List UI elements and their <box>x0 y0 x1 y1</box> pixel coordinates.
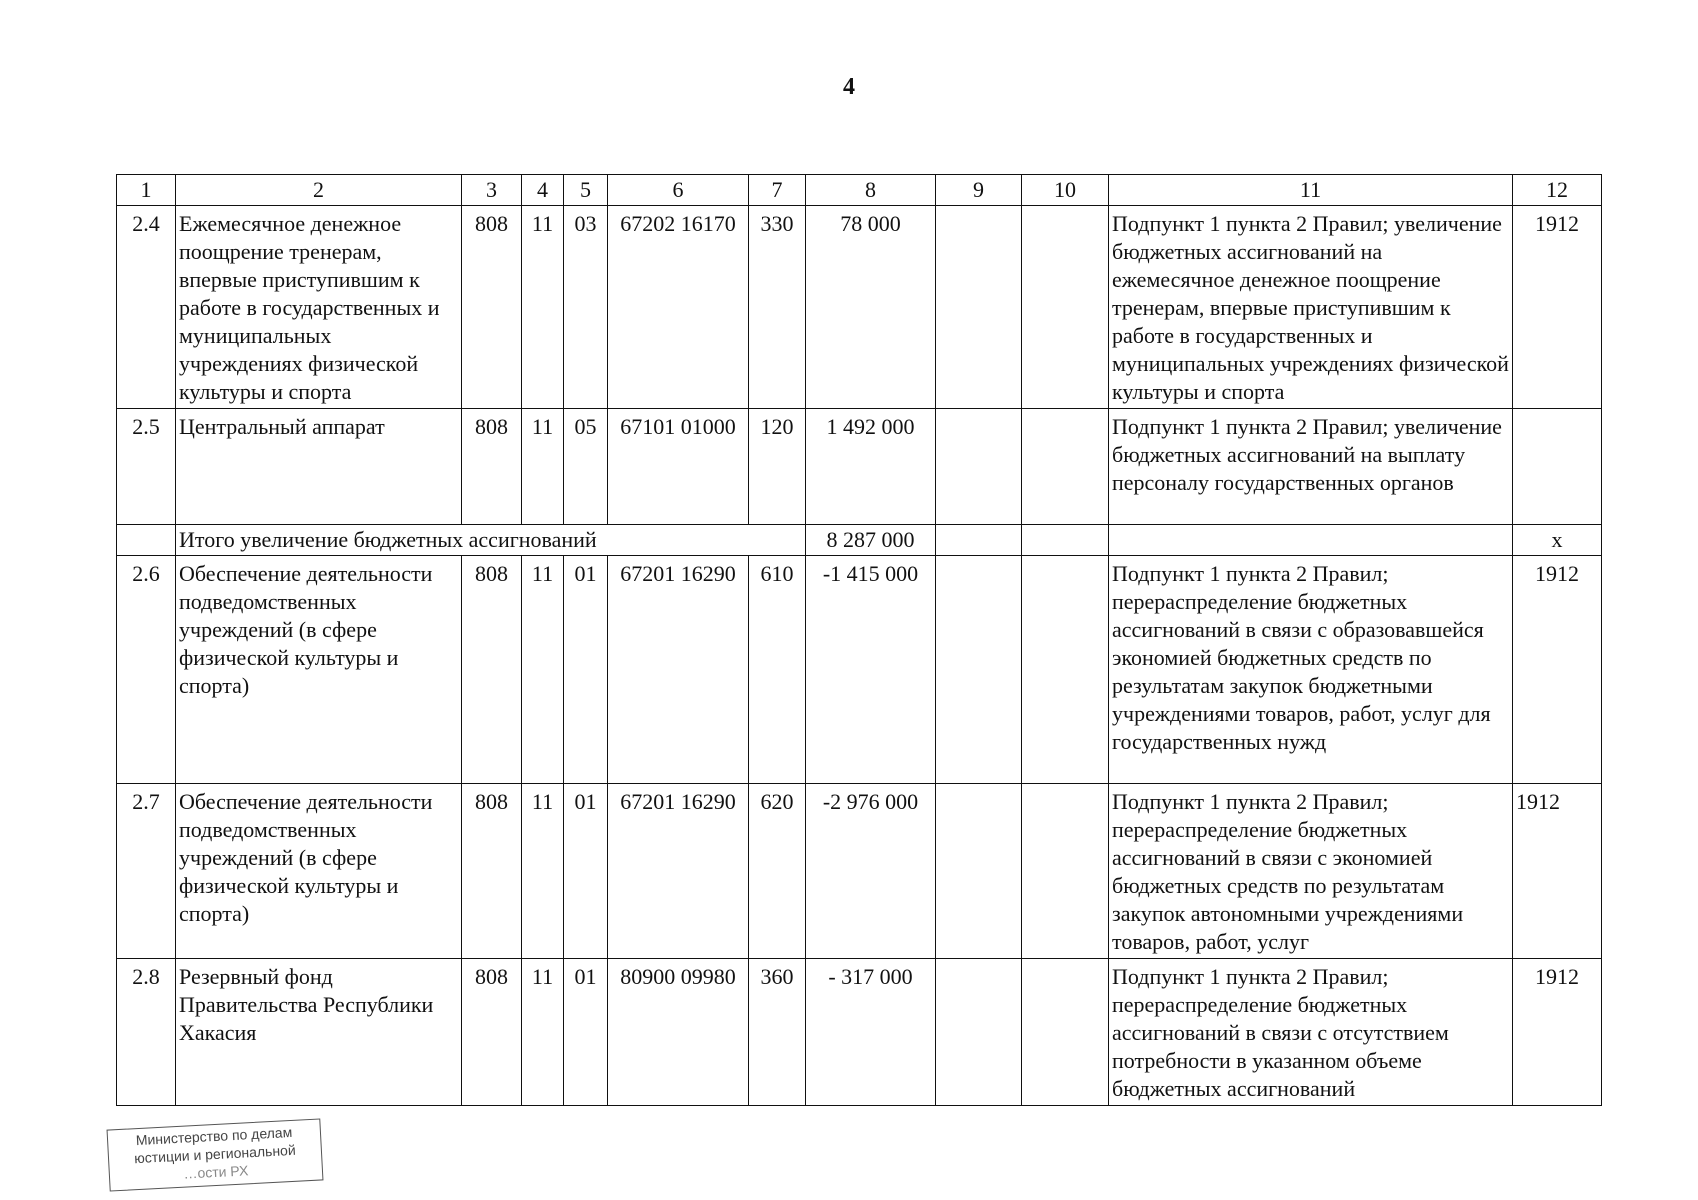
table-row <box>117 409 1602 525</box>
header-cell-3: 3 <box>462 175 522 206</box>
total-row-number-cell <box>117 525 176 556</box>
ministry-code-cell: 808 <box>462 409 522 525</box>
header-cell-6: 6 <box>608 175 749 206</box>
column-10-cell <box>1022 206 1109 409</box>
total-basis-cell <box>1109 525 1513 556</box>
expense-type-code-cell: 120 <box>749 409 806 525</box>
expense-type-code-cell: 610 <box>749 556 806 784</box>
column-10-cell <box>1022 959 1109 1106</box>
header-cell-1: 1 <box>117 175 176 206</box>
amount-cell: - 317 000 <box>806 959 936 1106</box>
table-row <box>117 784 1602 959</box>
subsection-code-cell: 05 <box>564 409 608 525</box>
header-cell-9: 9 <box>936 175 1022 206</box>
header-cell-7: 7 <box>749 175 806 206</box>
row-number-cell: 2.6 <box>117 556 176 784</box>
header-cell-4: 4 <box>522 175 564 206</box>
table-row <box>117 959 1602 1106</box>
target-article-code-cell: 80900 09980 <box>608 959 749 1106</box>
column-9-cell <box>936 409 1022 525</box>
table-row <box>117 556 1602 784</box>
total-amount-cell: 8 287 000 <box>806 525 936 556</box>
stamp-line-2: юстиции и региональной <box>133 1141 297 1167</box>
subsection-code-cell: 03 <box>564 206 608 409</box>
column-12-cell: 1912 <box>1513 206 1602 409</box>
basis-cell: Подпункт 1 пункта 2 Правил; перераспределение бюджетных ассигнований в связи с экономией бюджетных средств по результатам закупок автономными учреждениями товаров, работ, услуг <box>1109 784 1513 959</box>
header-cell-5: 5 <box>564 175 608 206</box>
basis-cell: Подпункт 1 пункта 2 Правил; перераспределение бюджетных ассигнований в связи с образовавшейся экономией бюджетных средств по результатам закупок бюджетными учреждениями товаров, работ, услуг для государственных нужд <box>1109 556 1513 784</box>
item-name-cell: Обеспечение деятельности подведомственных учреждений (в сфере физической культуры и спорта) <box>176 556 462 784</box>
total-label-cell: Итого увеличение бюджетных ассигнований <box>176 525 806 556</box>
total-column-9-cell <box>936 525 1022 556</box>
ministry-code-cell: 808 <box>462 959 522 1106</box>
column-12-cell: 1912 <box>1513 556 1602 784</box>
basis-cell: Подпункт 1 пункта 2 Правил; увеличение бюджетных ассигнований на ежемесячное денежное поощрение тренерам, впервые приступившим к работе в государственных и муниципальных учреждениях физической культуры и спорта <box>1109 206 1513 409</box>
total-column-10-cell <box>1022 525 1109 556</box>
section-code-cell: 11 <box>522 556 564 784</box>
item-name-cell: Резервный фонд Правительства Республики Хакасия <box>176 959 462 1106</box>
item-name-cell: Центральный аппарат <box>176 409 462 525</box>
column-9-cell <box>936 556 1022 784</box>
section-code-cell: 11 <box>522 959 564 1106</box>
basis-cell: Подпункт 1 пункта 2 Правил; увеличение бюджетных ассигнований на выплату персоналу государственных органов <box>1109 409 1513 525</box>
header-cell-10: 10 <box>1022 175 1109 206</box>
stamp-line-3: …ости РХ <box>183 1162 249 1182</box>
section-code-cell: 11 <box>522 784 564 959</box>
subsection-code-cell: 01 <box>564 784 608 959</box>
basis-cell: Подпункт 1 пункта 2 Правил; перераспределение бюджетных ассигнований в связи с отсутствием потребности в указанном объеме бюджетных ассигнований <box>1109 959 1513 1106</box>
target-article-code-cell: 67202 16170 <box>608 206 749 409</box>
expense-type-code-cell: 360 <box>749 959 806 1106</box>
total-column-12-cell: x <box>1513 525 1602 556</box>
amount-cell: 78 000 <box>806 206 936 409</box>
ministry-code-cell: 808 <box>462 206 522 409</box>
column-12-cell: 1912 <box>1513 784 1602 959</box>
section-code-cell: 11 <box>522 409 564 525</box>
amount-cell: -1 415 000 <box>806 556 936 784</box>
row-number-cell: 2.4 <box>117 206 176 409</box>
subsection-code-cell: 01 <box>564 959 608 1106</box>
expense-type-code-cell: 620 <box>749 784 806 959</box>
item-name-cell: Обеспечение деятельности подведомственных учреждений (в сфере физической культуры и спорта) <box>176 784 462 959</box>
column-number-header-row <box>117 175 1602 206</box>
column-10-cell <box>1022 556 1109 784</box>
header-cell-8: 8 <box>806 175 936 206</box>
column-10-cell <box>1022 784 1109 959</box>
column-10-cell <box>1022 409 1109 525</box>
row-number-cell: 2.5 <box>117 409 176 525</box>
budget-allocation-table <box>116 174 1602 1106</box>
header-cell-11: 11 <box>1109 175 1513 206</box>
section-code-cell: 11 <box>522 206 564 409</box>
ministry-code-cell: 808 <box>462 556 522 784</box>
row-number-cell: 2.7 <box>117 784 176 959</box>
target-article-code-cell: 67201 16290 <box>608 784 749 959</box>
column-12-cell: 1912 <box>1513 959 1602 1106</box>
table-row <box>117 206 1602 409</box>
ministry-code-cell: 808 <box>462 784 522 959</box>
amount-cell: 1 492 000 <box>806 409 936 525</box>
stamp-line-1: Министерство по делам <box>135 1123 293 1149</box>
column-9-cell <box>936 206 1022 409</box>
expense-type-code-cell: 330 <box>749 206 806 409</box>
header-cell-12: 12 <box>1513 175 1602 206</box>
subsection-code-cell: 01 <box>564 556 608 784</box>
column-12-cell <box>1513 409 1602 525</box>
ministry-stamp <box>107 1118 324 1191</box>
amount-cell: -2 976 000 <box>806 784 936 959</box>
page-number: 4 <box>843 74 855 100</box>
target-article-code-cell: 67201 16290 <box>608 556 749 784</box>
total-row <box>117 525 1602 556</box>
item-name-cell: Ежемесячное денежное поощрение тренерам, впервые приступившим к работе в государственных и муниципальных учреждениях физической культуры и спорта <box>176 206 462 409</box>
target-article-code-cell: 67101 01000 <box>608 409 749 525</box>
header-cell-2: 2 <box>176 175 462 206</box>
row-number-cell: 2.8 <box>117 959 176 1106</box>
column-9-cell <box>936 784 1022 959</box>
column-9-cell <box>936 959 1022 1106</box>
